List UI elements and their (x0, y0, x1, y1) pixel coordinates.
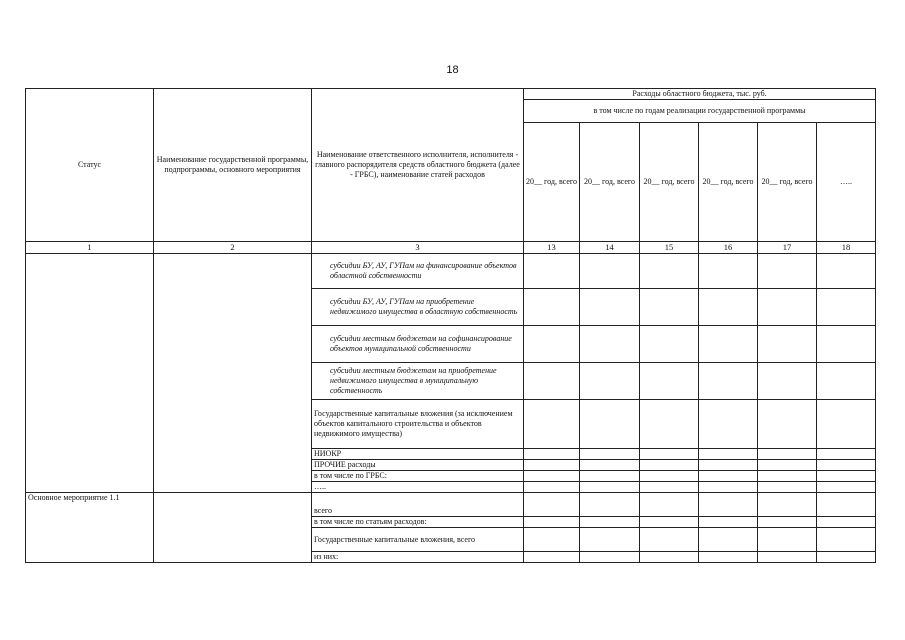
program-cell-empty (154, 254, 312, 493)
row-label: в том числе по статьям расходов: (312, 517, 524, 528)
row-label: ПРОЧИЕ расходы (312, 460, 524, 471)
budget-expenses-table (25, 88, 876, 563)
col-number: 17 (758, 242, 817, 254)
row-label: субсидии местным бюджетам на софинансирование объектов муниципальной собственности (312, 326, 524, 363)
program-cell-empty (154, 493, 312, 563)
header-program-name: Наименование государственной программы, подпрограммы, основного мероприятия (154, 89, 312, 242)
header-ellipsis: ….. (817, 123, 876, 242)
row-label: из них: (312, 552, 524, 563)
header-expenses: Расходы областного бюджета, тыс. руб. (524, 89, 876, 100)
row-label: субсидии БУ, АУ, ГУПам на финансирование объектов областной собственности (312, 254, 524, 289)
row-label: Государственные капитальные вложения, всего (312, 528, 524, 552)
header-year-col-17: 20__ год, всего (758, 123, 817, 242)
col-number: 3 (312, 242, 524, 254)
table-row (26, 493, 876, 517)
col-number: 15 (640, 242, 699, 254)
header-status: Статус (26, 89, 154, 242)
col-number: 18 (817, 242, 876, 254)
row-label: всего (312, 493, 524, 517)
page-number: 18 (446, 64, 459, 76)
col-number: 2 (154, 242, 312, 254)
header-year-col-15: 20__ год, всего (640, 123, 699, 242)
row-label: в том числе по ГРБС: (312, 471, 524, 482)
status-cell-empty (26, 254, 154, 493)
status-main-activity: Основное мероприятие 1.1 (26, 493, 154, 563)
col-number: 13 (524, 242, 580, 254)
col-number: 14 (580, 242, 640, 254)
header-year-col-14: 20__ год, всего (580, 123, 640, 242)
row-label: субсидии БУ, АУ, ГУПам на приобретение недвижимого имущества в областную собственность (312, 289, 524, 326)
row-label: ….. (312, 482, 524, 493)
col-number: 16 (699, 242, 758, 254)
row-label: НИОКР (312, 449, 524, 460)
column-numbers-row (26, 242, 876, 254)
header-executor: Наименование ответственного исполнителя, исполнителя - главного распорядителя средств областного бюджета (далее - ГРБС), наименование статей расходов (312, 89, 524, 242)
header-year-col-13: 20__ год, всего (524, 123, 580, 242)
row-label: субсидии местным бюджетам на приобретение недвижимого имущества в муниципальную собственность (312, 363, 524, 400)
table-row (26, 254, 876, 289)
row-label: Государственные капитальные вложения (за исключением объектов капитального строительства и объектов недвижимого имущества) (312, 400, 524, 449)
header-by-years: в том числе по годам реализации государственной программы (524, 100, 876, 123)
header-year-col-16: 20__ год, всего (699, 123, 758, 242)
col-number: 1 (26, 242, 154, 254)
